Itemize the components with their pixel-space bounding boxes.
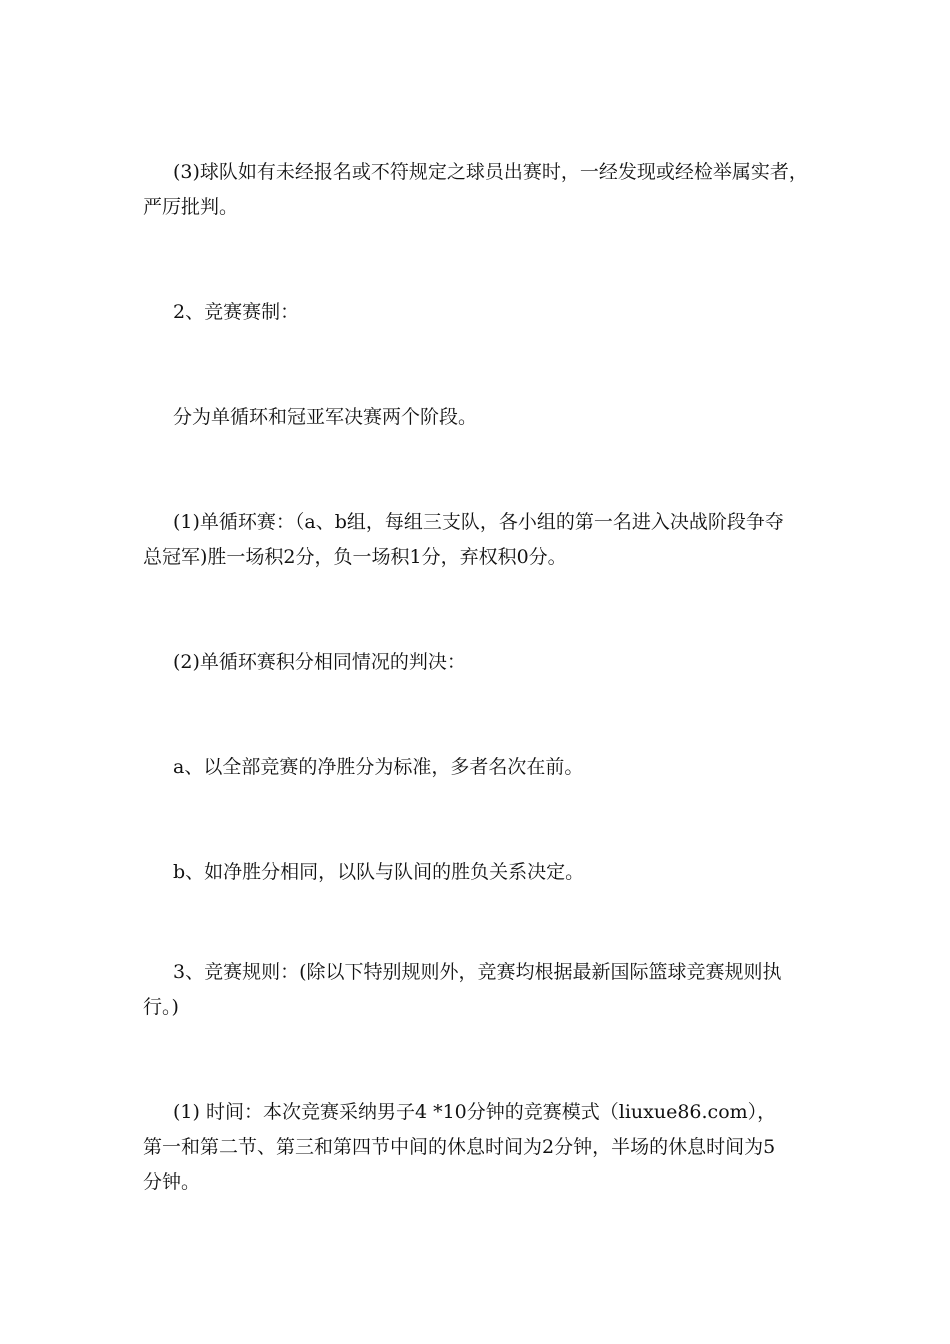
paragraph-line: 行。) (143, 996, 179, 1018)
paragraph-line: a、以全部竞赛的净胜分为标准，多者名次在前。 (173, 756, 584, 778)
paragraph-rule-3 (143, 155, 808, 225)
paragraph-stages (143, 400, 808, 435)
paragraph-line: (1)单循环赛：（a、b组，每组三支队，各小组的第一名进入决战阶段争夺 (173, 511, 784, 533)
paragraph-line: 2、竞赛赛制： (173, 301, 300, 323)
paragraph-round-robin (143, 505, 808, 575)
paragraph-line: (1) 时间：本次竞赛采纳男子4 *10分钟的竞赛模式（liuxue86.com）， (173, 1101, 777, 1123)
section-heading-competition-format (143, 295, 808, 330)
paragraph-line: 分钟。 (143, 1171, 201, 1193)
paragraph-line: 总冠军)胜一场积2分，负一场积1分，弃权积0分。 (143, 546, 567, 568)
paragraph-line: 严厉批判。 (143, 196, 239, 218)
section-heading-competition-rules (143, 955, 808, 1025)
paragraph-tiebreak-heading (143, 645, 808, 680)
paragraph-line: 第一和第二节、第三和第四节中间的休息时间为2分钟，半场的休息时间为5 (143, 1136, 776, 1158)
paragraph-line: b、如净胜分相同，以队与队间的胜负关系决定。 (173, 861, 585, 883)
paragraph-time-rule (143, 1095, 808, 1200)
paragraph-line: 3、竞赛规则：(除以下特别规则外，竞赛均根据最新国际篮球竞赛规则执 (173, 961, 782, 983)
paragraph-line: 分为单循环和冠亚军决赛两个阶段。 (173, 406, 478, 428)
paragraph-tiebreak-b (143, 855, 808, 890)
paragraph-line: (3)球队如有未经报名或不符规定之球员出赛时，一经发现或经检举属实者， (173, 161, 808, 183)
paragraph-line: (2)单循环赛积分相同情况的判决： (173, 651, 466, 673)
paragraph-tiebreak-a (143, 750, 808, 785)
